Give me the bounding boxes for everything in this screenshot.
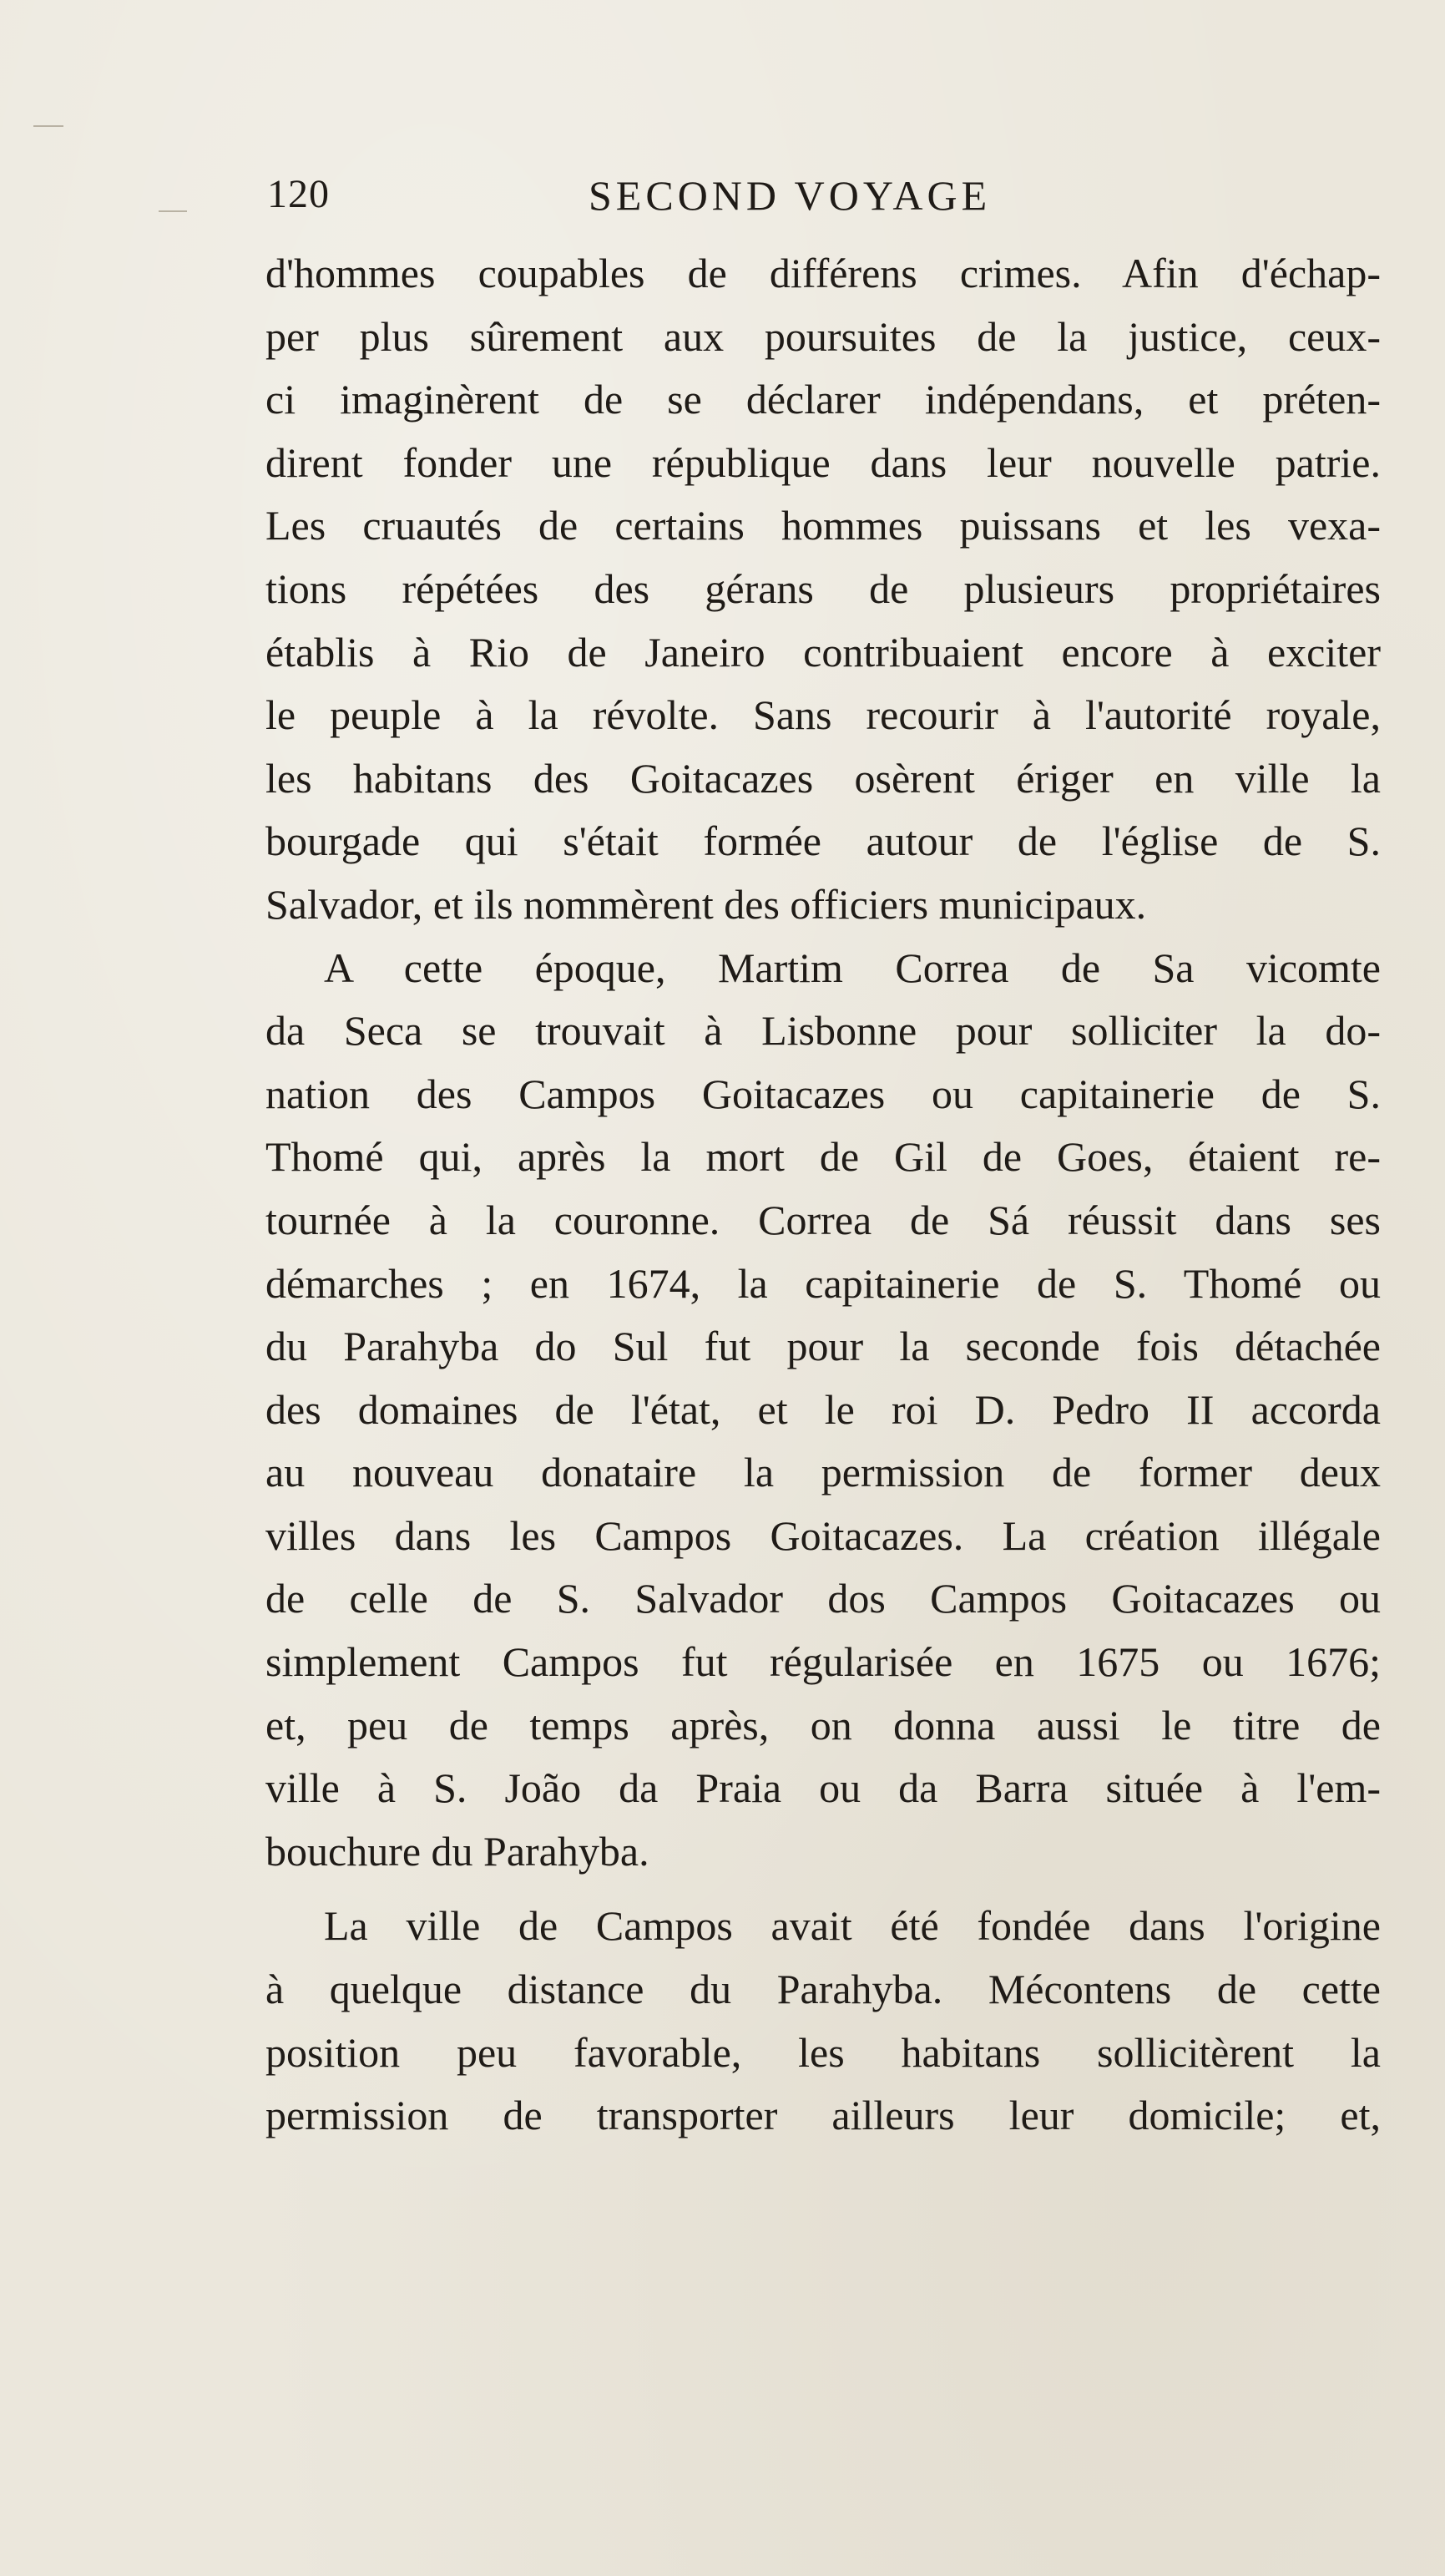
text-line: ci imaginèrent de se déclarer indépendans, et préten- (265, 376, 1381, 423)
page-header (267, 171, 1377, 230)
text-line: nation des Campos Goitacazes ou capitainerie de S. (265, 1070, 1381, 1117)
text-line: A cette époque, Martim Correa de Sa vicomte (324, 944, 1381, 991)
text-line: Les cruautés de certains hommes puissans et les vexa- (265, 502, 1381, 549)
text-line: démarches ; en 1674, la capitainerie de S. Thomé ou (265, 1259, 1381, 1307)
running-title: SECOND VOYAGE (589, 172, 992, 219)
text-line: bourgade qui s'était formée autour de l'église de S. (265, 817, 1381, 865)
text-line: position peu favorable, les habitans sollicitèrent la (265, 2028, 1381, 2076)
text-line: de celle de S. Salvador dos Campos Goitacazes ou (265, 1575, 1381, 1622)
text-line: tions répétées des gérans de plusieurs propriétaires (265, 564, 1381, 612)
page-edge-mark (159, 210, 187, 212)
text-line: Salvador, et ils nommèrent des officiers municipaux. (265, 880, 1147, 928)
text-line: ville à S. João da Praia ou da Barra située à l'em- (265, 1764, 1381, 1812)
text-line: établis à Rio de Janeiro contribuaient encore à exciter (265, 628, 1381, 676)
text-line: permission de transporter ailleurs leur domicile; et, (265, 2092, 1381, 2139)
text-line: du Parahyba do Sul fut pour la seconde fois détachée (265, 1323, 1381, 1370)
text-line: le peuple à la révolte. Sans recourir à l'autorité royale, (265, 691, 1381, 739)
text-line: au nouveau donataire la permission de former deux (265, 1449, 1381, 1496)
text-line: La ville de Campos avait été fondée dans l'origine (324, 1902, 1381, 1950)
text-line: tournée à la couronne. Correa de Sá réussit dans ses (265, 1196, 1381, 1243)
text-line: d'hommes coupables de différens crimes. Afin d'échap- (265, 250, 1381, 296)
text-line: simplement Campos fut régularisée en 1675 ou 1676; (265, 1638, 1381, 1686)
text-line: per plus sûrement aux poursuites de la justice, ceux- (265, 312, 1381, 360)
text-line: à quelque distance du Parahyba. Mécontens de cette (265, 1966, 1381, 2013)
text-line: des domaines de l'état, et le roi D. Pedro II accorda (265, 1385, 1381, 1433)
text-line: villes dans les Campos Goitacazes. La création illégale (265, 1511, 1381, 1559)
text-line: et, peu de temps après, on donna aussi le titre de (265, 1701, 1381, 1749)
text-line: dirent fonder une république dans leur nouvelle patrie. (265, 438, 1381, 486)
page-number: 120 (267, 172, 330, 216)
text-line: Thomé qui, après la mort de Gil de Goes, étaient re- (265, 1133, 1381, 1181)
text-line: les habitans des Goitacazes osèrent ériger en ville la (265, 754, 1381, 802)
page-edge-mark (33, 125, 63, 127)
body-text (265, 242, 1381, 2148)
text-line: da Seca se trouvait à Lisbonne pour solliciter la do- (265, 1007, 1381, 1055)
text-line: bouchure du Parahyba. (265, 1827, 649, 1875)
